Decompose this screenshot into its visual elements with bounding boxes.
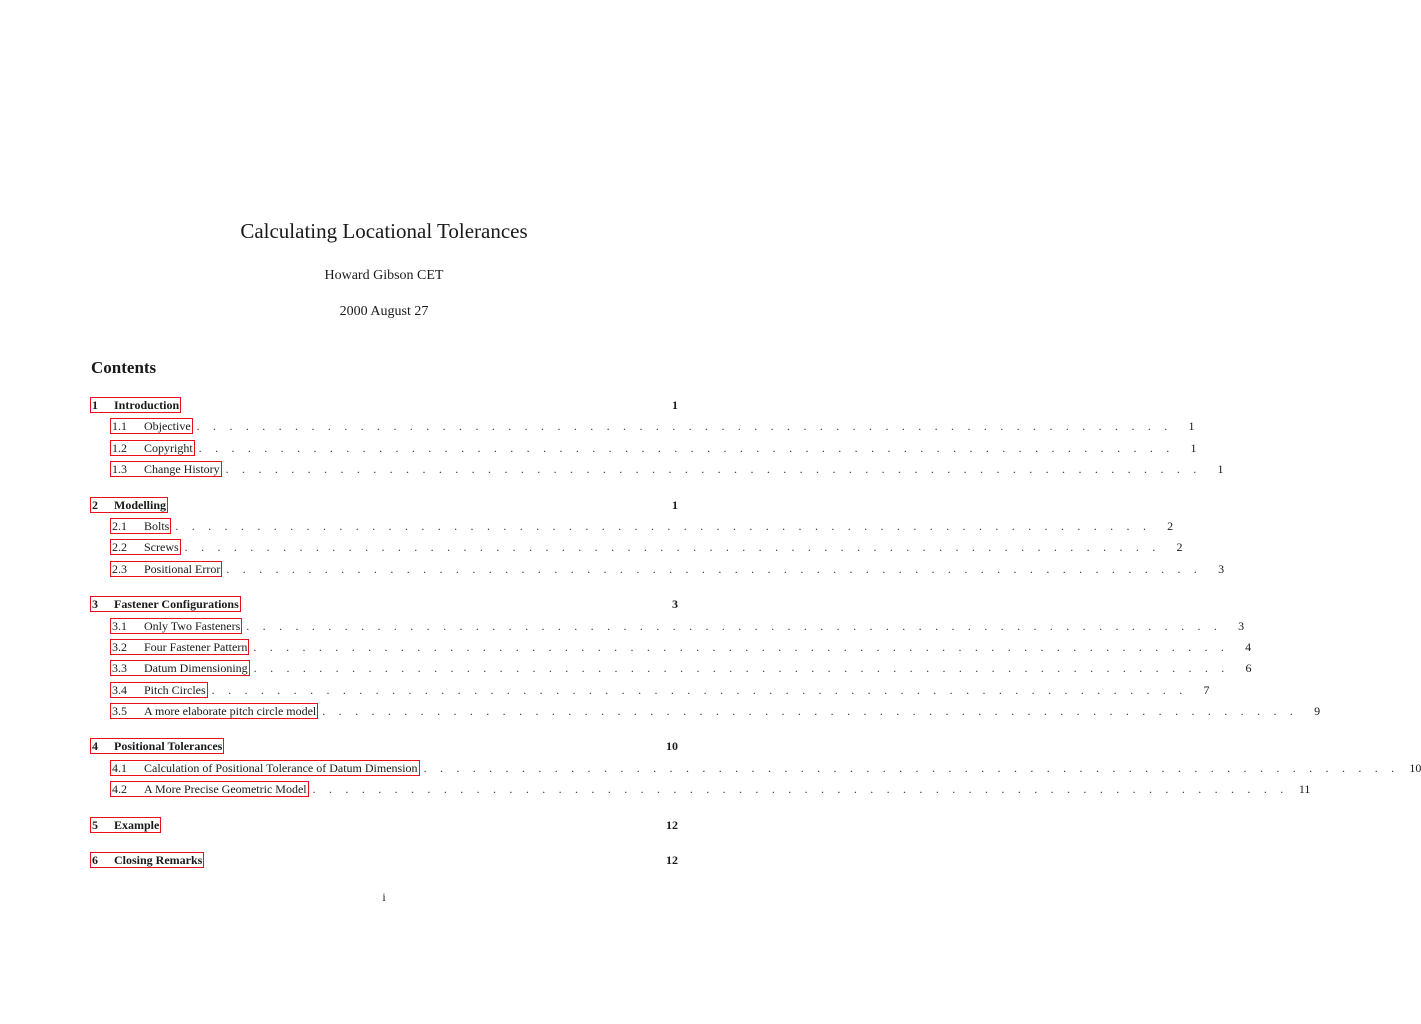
toc-subsection-3-4 <box>110 680 1210 700</box>
toc-subsection-3-1 <box>110 616 1245 636</box>
toc-page: 1 <box>672 497 678 512</box>
toc-subsection-3-3 <box>110 658 1252 678</box>
toc-page: 9 <box>1314 703 1321 718</box>
toc-title: A More Precise Geometric Model <box>144 782 307 796</box>
toc-page: 10 <box>666 738 678 753</box>
toc-number: 2 <box>92 498 98 512</box>
toc-number: 5 <box>92 818 98 832</box>
toc-link-subsection-1-2[interactable] <box>110 440 195 456</box>
toc-title: Datum Dimensioning <box>144 661 248 675</box>
toc-page: 12 <box>666 817 678 832</box>
toc-subsection-3-2 <box>110 637 1252 657</box>
toc-page: 7 <box>1203 682 1210 697</box>
toc-page: 2 <box>1167 518 1174 533</box>
toc-section-3 <box>90 594 678 614</box>
document-date: 2000 August 27 <box>339 304 429 319</box>
toc-link-section-1[interactable] <box>90 397 181 413</box>
toc-link-subsection-1-3[interactable] <box>110 461 222 477</box>
toc-link-subsection-3-1[interactable] <box>110 618 242 634</box>
toc-title: Closing Remarks <box>114 853 203 867</box>
toc-link-subsection-4-1[interactable] <box>110 760 420 776</box>
toc-title: Copyright <box>144 441 193 455</box>
toc-link-subsection-3-5[interactable] <box>110 703 318 719</box>
toc-link-subsection-3-4[interactable] <box>110 682 208 698</box>
toc-page: 3 <box>1218 561 1225 576</box>
toc-title: Only Two Fasteners <box>144 619 241 633</box>
toc-subsection-2-2 <box>110 537 1183 557</box>
contents-heading: Contents <box>91 358 157 377</box>
toc-subsection-1-1 <box>110 416 1195 436</box>
toc-leader-dots: . . . . . . . . . . . . . . . . . . . . . . . . . . . . . . . . . . . . . . . . . . . . . . . . . . . . . . . . . . . . <box>312 781 1289 796</box>
toc-page: 3 <box>1238 618 1245 633</box>
toc-page: 4 <box>1245 639 1252 654</box>
toc-page: 11 <box>1298 781 1311 796</box>
toc-subsection-2-3 <box>110 559 1225 579</box>
toc-number: 3.1 <box>112 619 127 633</box>
toc-page: 3 <box>672 596 678 611</box>
toc-title: Four Fastener Pattern <box>144 640 248 654</box>
toc-subsection-4-2 <box>110 779 1311 799</box>
toc-number: 3.2 <box>112 640 127 654</box>
toc-page: 1 <box>1188 418 1195 433</box>
toc-title: Positional Tolerances <box>114 739 223 753</box>
toc-title: Introduction <box>114 398 180 412</box>
document-title: Calculating Locational Tolerances <box>240 219 528 243</box>
toc-title: A more elaborate pitch circle model <box>144 704 317 718</box>
page-number: i <box>382 890 386 904</box>
toc-title: Example <box>114 818 160 832</box>
toc-page: 12 <box>666 852 678 867</box>
toc-leader-dots: . . . . . . . . . . . . . . . . . . . . . . . . . . . . . . . . . . . . . . . . . . . . . . . . . . . . . . . . . . . . <box>423 760 1400 775</box>
toc-link-section-5[interactable] <box>90 817 161 833</box>
toc-leader-dots: . . . . . . . . . . . . . . . . . . . . . . . . . . . . . . . . . . . . . . . . . . . . . . . . . . . . . . . . . . . . <box>184 539 1161 554</box>
toc-leader-dots: . . . . . . . . . . . . . . . . . . . . . . . . . . . . . . . . . . . . . . . . . . . . . . . . . . . . . . . . . . . . <box>253 639 1230 654</box>
toc-page: 1 <box>672 397 678 412</box>
toc-number: 1.1 <box>112 419 127 433</box>
toc-link-subsection-1-1[interactable] <box>110 418 193 434</box>
toc-number: 2.1 <box>112 519 127 533</box>
toc-number: 4 <box>92 739 98 753</box>
toc-title: Modelling <box>114 498 167 512</box>
toc-subsection-4-1 <box>110 758 1421 778</box>
toc-subsection-1-2 <box>110 438 1197 458</box>
toc-link-subsection-2-3[interactable] <box>110 561 222 577</box>
toc-subsection-3-5 <box>110 701 1321 721</box>
toc-leader-dots: . . . . . . . . . . . . . . . . . . . . . . . . . . . . . . . . . . . . . . . . . . . . . . . . . . . . . . . . . . . . <box>211 682 1188 697</box>
toc-leader-dots: . . . . . . . . . . . . . . . . . . . . . . . . . . . . . . . . . . . . . . . . . . . . . . . . . . . . . . . . . . . . <box>225 461 1202 476</box>
toc-leader-dots: . . . . . . . . . . . . . . . . . . . . . . . . . . . . . . . . . . . . . . . . . . . . . . . . . . . . . . . . . . . . <box>196 418 1173 433</box>
toc-title: Objective <box>144 419 191 433</box>
toc-title: Pitch Circles <box>144 683 206 697</box>
toc-number: 2.2 <box>112 540 127 554</box>
toc-section-4 <box>90 736 678 756</box>
toc-link-subsection-2-2[interactable] <box>110 539 181 555</box>
toc-page: 6 <box>1245 660 1252 675</box>
toc-link-subsection-3-2[interactable] <box>110 639 249 655</box>
toc-title: Change History <box>144 462 220 476</box>
toc-section-5 <box>90 815 678 835</box>
toc-number: 4.1 <box>112 761 127 775</box>
toc-leader-dots: . . . . . . . . . . . . . . . . . . . . . . . . . . . . . . . . . . . . . . . . . . . . . . . . . . . . . . . . . . . . <box>253 660 1230 675</box>
toc-number: 3.4 <box>112 683 127 697</box>
toc-section-6 <box>90 850 678 870</box>
toc-leader-dots: . . . . . . . . . . . . . . . . . . . . . . . . . . . . . . . . . . . . . . . . . . . . . . . . . . . . . . . . . . . . <box>322 703 1299 718</box>
toc-page: 1 <box>1217 461 1224 476</box>
toc-number: 1 <box>92 398 98 412</box>
toc-number: 2.3 <box>112 562 127 576</box>
toc-link-subsection-3-3[interactable] <box>110 660 250 676</box>
toc-page: 10 <box>1409 760 1421 775</box>
toc-section-2 <box>90 495 678 515</box>
toc-title: Screws <box>144 540 179 554</box>
toc-number: 3 <box>92 597 98 611</box>
toc-leader-dots: . . . . . . . . . . . . . . . . . . . . . . . . . . . . . . . . . . . . . . . . . . . . . . . . . . . . . . . . . . . . <box>226 561 1203 576</box>
toc-link-subsection-2-1[interactable] <box>110 518 171 534</box>
toc-link-section-4[interactable] <box>90 738 224 754</box>
toc-link-subsection-4-2[interactable] <box>110 781 309 797</box>
toc-number: 3.3 <box>112 661 127 675</box>
toc-title: Fastener Configurations <box>114 597 239 611</box>
toc-title: Positional Error <box>144 562 221 576</box>
toc-page: 1 <box>1190 440 1197 455</box>
toc-section-1 <box>90 395 678 415</box>
toc-number: 1.3 <box>112 462 127 476</box>
toc-subsection-1-3 <box>110 459 1224 479</box>
toc-link-section-6[interactable] <box>90 852 204 868</box>
toc-number: 1.2 <box>112 441 127 455</box>
toc-leader-dots: . . . . . . . . . . . . . . . . . . . . . . . . . . . . . . . . . . . . . . . . . . . . . . . . . . . . . . . . . . . . <box>198 440 1175 455</box>
toc-title: Calculation of Positional Tolerance of Datum Dimension <box>144 761 418 775</box>
toc-page: 2 <box>1176 539 1183 554</box>
toc-leader-dots: . . . . . . . . . . . . . . . . . . . . . . . . . . . . . . . . . . . . . . . . . . . . . . . . . . . . . . . . . . . . <box>175 518 1152 533</box>
toc-link-section-2[interactable] <box>90 497 168 513</box>
toc-number: 3.5 <box>112 704 127 718</box>
toc-number: 6 <box>92 853 98 867</box>
toc-title: Bolts <box>144 519 170 533</box>
toc-link-section-3[interactable] <box>90 596 241 612</box>
document-author: Howard Gibson CET <box>324 268 444 283</box>
toc-subsection-2-1 <box>110 516 1174 536</box>
toc-leader-dots: . . . . . . . . . . . . . . . . . . . . . . . . . . . . . . . . . . . . . . . . . . . . . . . . . . . . . . . . . . . . <box>246 618 1223 633</box>
toc-number: 4.2 <box>112 782 127 796</box>
